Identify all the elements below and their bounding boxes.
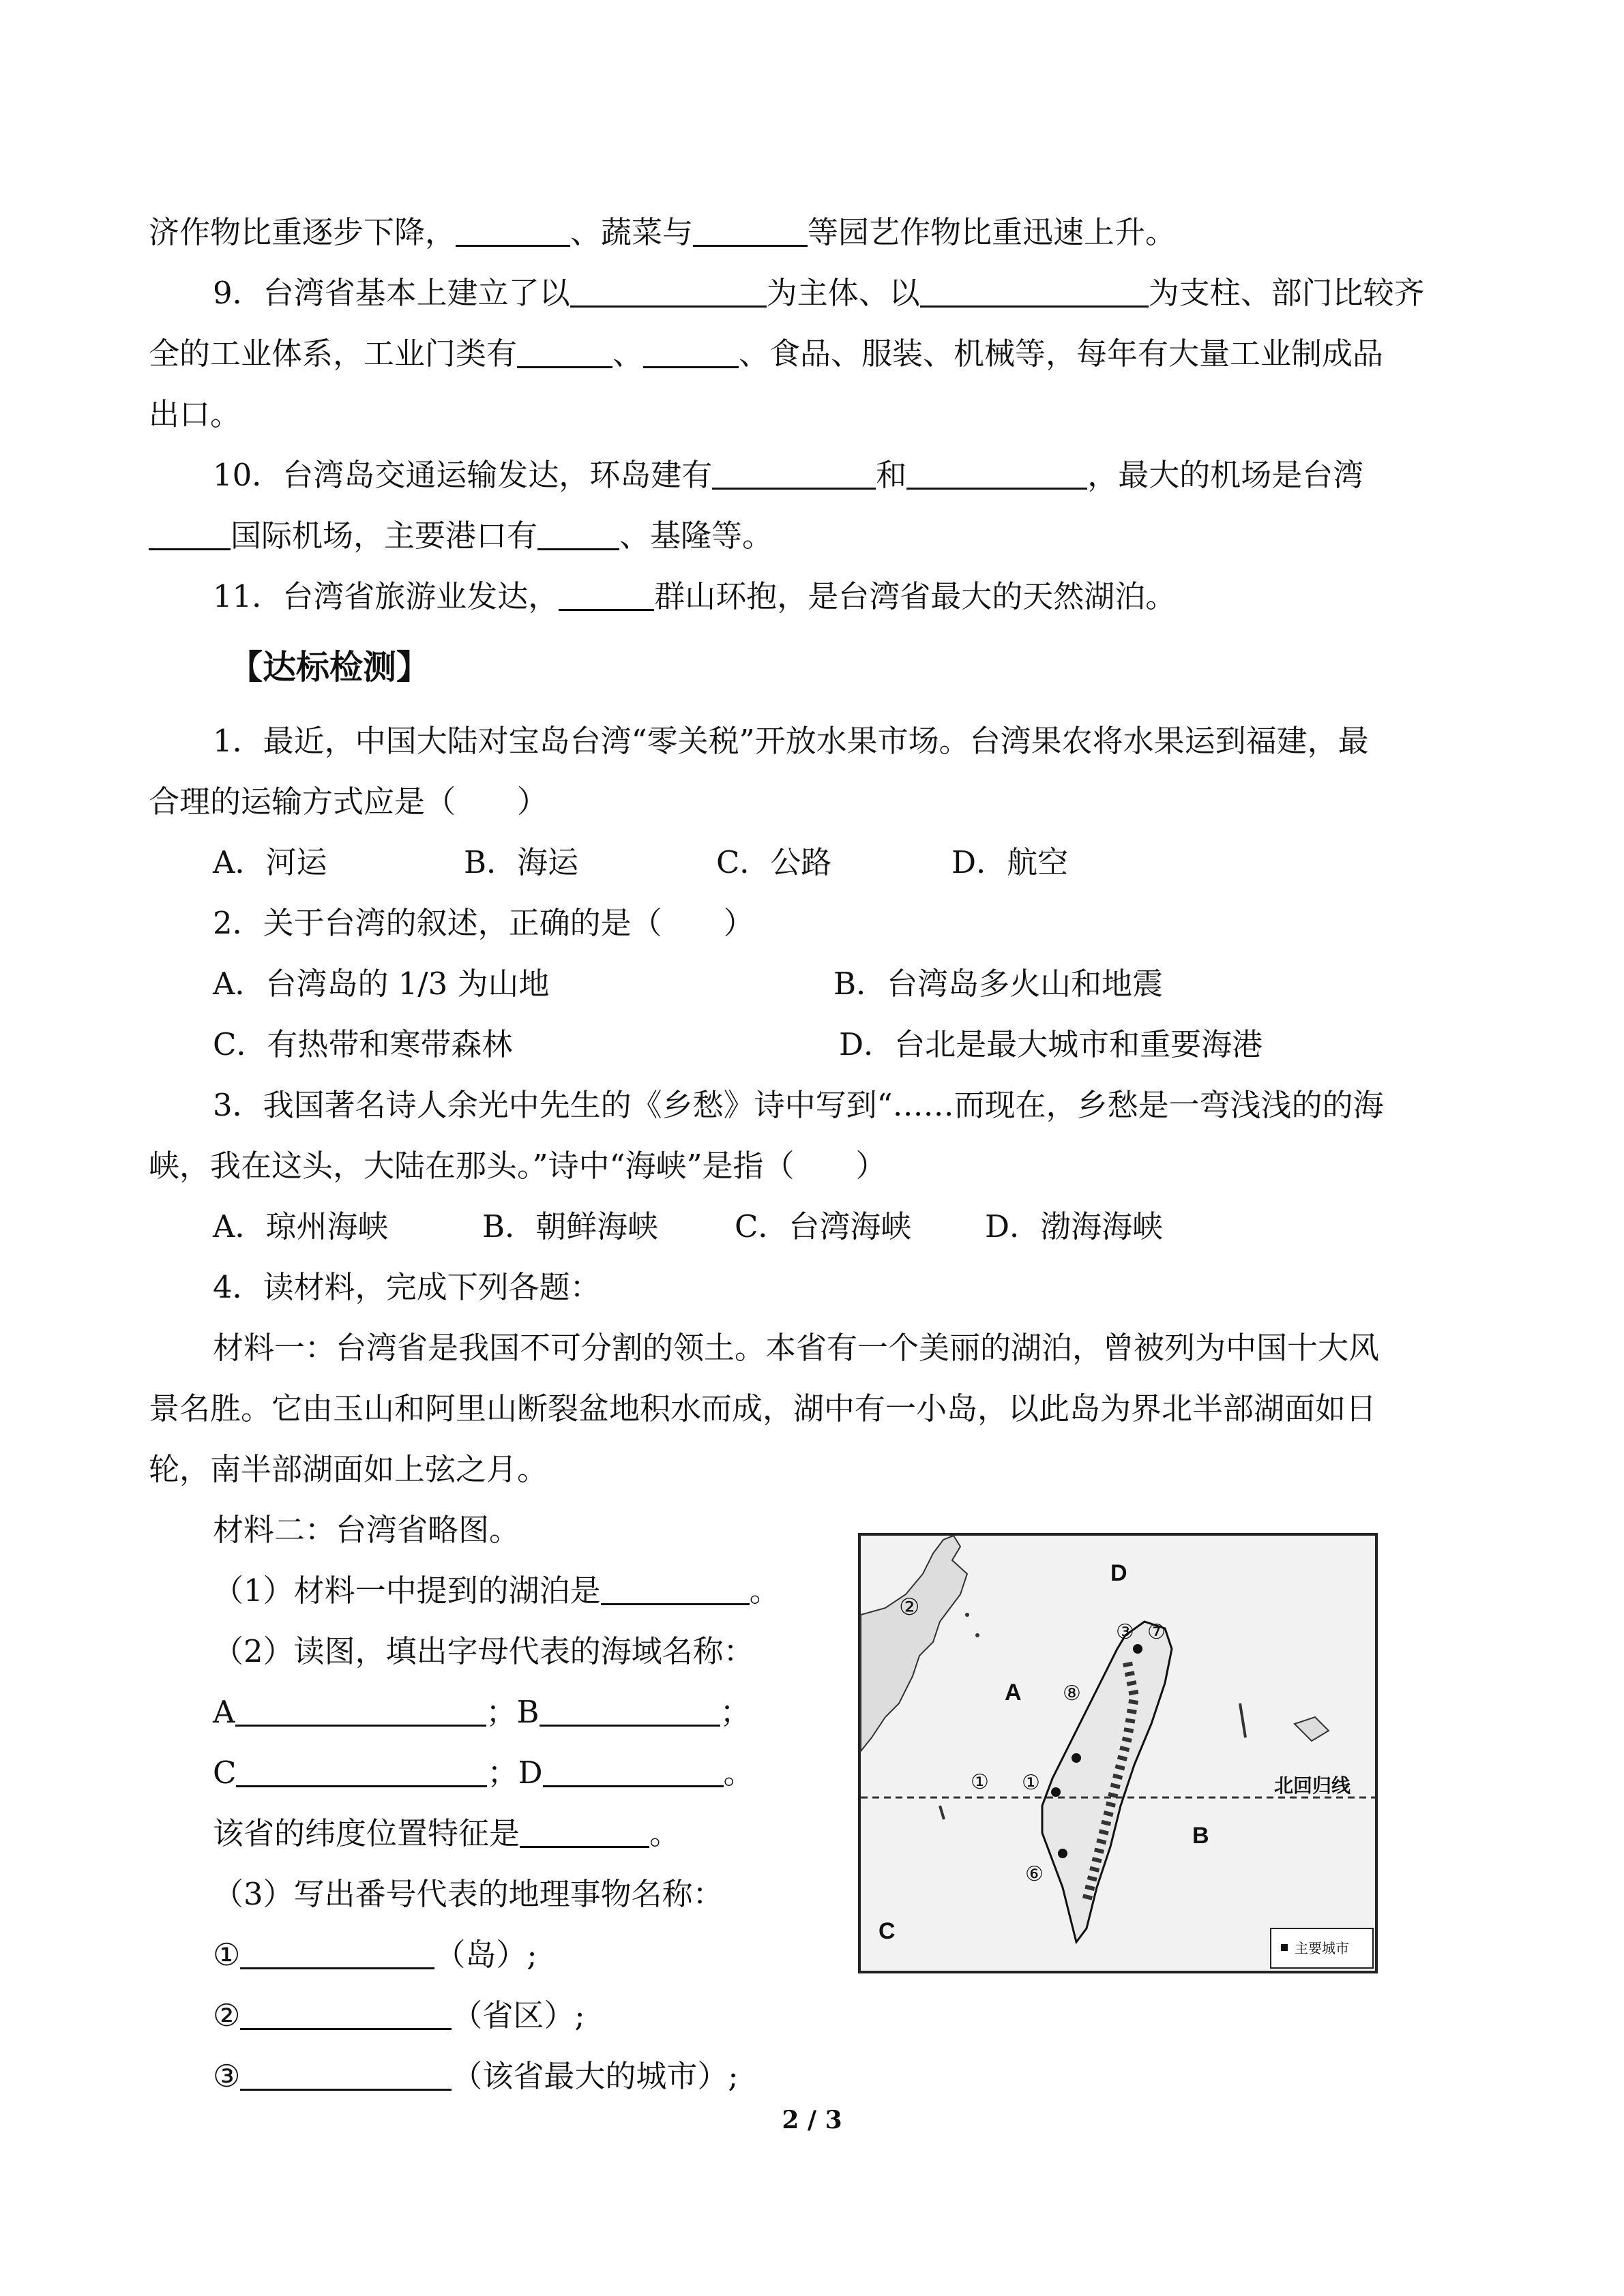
text: ，最大的机场是台湾 bbox=[1087, 457, 1364, 493]
option-c[interactable]: C．公路 bbox=[716, 844, 832, 880]
option-b[interactable]: B．台湾岛多火山和地震 bbox=[833, 966, 1164, 1002]
material-2 bbox=[213, 1512, 520, 1548]
text: 该省的纬度位置特征是 bbox=[213, 1815, 520, 1851]
answer-blank[interactable] bbox=[240, 2063, 452, 2091]
answer-blank[interactable] bbox=[537, 522, 619, 550]
answer-blank[interactable] bbox=[559, 583, 654, 611]
option-a[interactable]: A．台湾岛的 1/3 为山地 bbox=[213, 966, 550, 1002]
answer-blank[interactable] bbox=[240, 2002, 452, 2030]
page-number: 2 / 3 bbox=[782, 2106, 842, 2134]
answer-blank[interactable] bbox=[540, 1699, 720, 1727]
text: 、蔬菜与 bbox=[570, 214, 694, 250]
sub-question-2-cd bbox=[213, 1755, 754, 1791]
answer-blank[interactable] bbox=[456, 219, 570, 247]
text: 4．读材料，完成下列各题： bbox=[213, 1269, 601, 1305]
question-3-line-1 bbox=[213, 1087, 1384, 1123]
answer-blank[interactable] bbox=[693, 219, 808, 247]
marker-1-city: ① bbox=[1022, 1772, 1040, 1794]
sea-label-b: B bbox=[1192, 1823, 1209, 1849]
answer-blank[interactable] bbox=[712, 462, 876, 490]
sub-question-3 bbox=[213, 1876, 724, 1912]
material-1-line-1 bbox=[213, 1330, 1380, 1366]
text: 11．台湾省旅游业发达， bbox=[213, 578, 559, 614]
item-2 bbox=[213, 1997, 585, 2033]
text: 群山环抱，是台湾省最大的天然湖泊。 bbox=[654, 578, 1177, 614]
text: 全的工业体系，工业门类有 bbox=[149, 336, 518, 372]
question-2 bbox=[213, 905, 754, 941]
text: ； bbox=[720, 1694, 751, 1730]
text: 国际机场，主要港口有 bbox=[231, 518, 538, 554]
text: 1．最近，中国大陆对宝岛台湾“零关税”开放水果市场。台湾果农将水果运到福建，最 bbox=[213, 723, 1369, 759]
text: （省区）; bbox=[452, 1997, 585, 2033]
text: 。 bbox=[723, 1755, 754, 1791]
text: 。 bbox=[649, 1815, 681, 1851]
legend-label: 主要城市 bbox=[1295, 1941, 1349, 1956]
text: ；B bbox=[486, 1694, 540, 1730]
item-3 bbox=[213, 2058, 739, 2094]
sub-question-2-ab bbox=[213, 1694, 751, 1730]
text: 和 bbox=[876, 457, 907, 493]
item-1 bbox=[213, 1937, 537, 1973]
answer-blank[interactable] bbox=[570, 280, 767, 308]
text: 济作物比重逐步下降， bbox=[149, 214, 456, 250]
text: 轮，南半部湖面如上弦之月。 bbox=[149, 1451, 548, 1487]
city-dot bbox=[1133, 1644, 1142, 1654]
option-d[interactable]: D．台北是最大城市和重要海港 bbox=[839, 1026, 1263, 1062]
text: 3．我国著名诗人余光中先生的《乡愁》诗中写到“……而现在，乡愁是一弯浅浅的的海 bbox=[213, 1087, 1384, 1123]
sub-question-2 bbox=[213, 1633, 754, 1669]
small-island bbox=[965, 1613, 969, 1617]
answer-blank[interactable] bbox=[643, 340, 739, 368]
answer-blank[interactable] bbox=[149, 522, 231, 550]
answer-blank[interactable] bbox=[240, 1941, 434, 1969]
city-dot bbox=[1072, 1753, 1081, 1763]
marker-2: ② bbox=[899, 1594, 920, 1620]
text: ③ bbox=[213, 2058, 241, 2094]
text: 、食品、服装、机械等，每年有大量工业制成品 bbox=[739, 336, 1384, 372]
question-1-line-1 bbox=[213, 723, 1369, 759]
option-c[interactable]: C．台湾海峡 bbox=[735, 1208, 912, 1244]
taiwan-map bbox=[858, 1533, 1378, 1973]
text: 、基隆等。 bbox=[619, 518, 773, 554]
tropic-label: 北回归线 bbox=[1274, 1775, 1351, 1796]
text-line-1 bbox=[149, 214, 1177, 250]
question-9-line-2 bbox=[149, 336, 1384, 372]
text: 等园艺作物比重迅速上升。 bbox=[808, 214, 1177, 250]
marker-1: ① bbox=[971, 1771, 989, 1793]
material-1-line-2 bbox=[149, 1390, 1377, 1427]
text: ；D bbox=[487, 1755, 543, 1791]
answer-blank[interactable] bbox=[517, 340, 612, 368]
answer-blank[interactable] bbox=[920, 280, 1149, 308]
text: （1）材料一中提到的湖泊是 bbox=[213, 1572, 601, 1609]
marker-3: ③ bbox=[1116, 1621, 1134, 1643]
text: （该省最大的城市）; bbox=[452, 2058, 739, 2094]
answer-blank[interactable] bbox=[236, 1759, 487, 1787]
option-c[interactable]: C．有热带和寒带森林 bbox=[213, 1026, 513, 1062]
option-d[interactable]: D．航空 bbox=[951, 844, 1069, 880]
city-dot bbox=[1058, 1849, 1067, 1858]
option-b[interactable]: B．朝鲜海峡 bbox=[482, 1208, 659, 1244]
answer-blank[interactable] bbox=[906, 462, 1087, 490]
question-10-line-1 bbox=[213, 457, 1364, 493]
small-island bbox=[975, 1633, 979, 1637]
text: 为支柱、部门比较齐 bbox=[1148, 275, 1425, 311]
text: C bbox=[213, 1755, 237, 1791]
option-a[interactable]: A．河运 bbox=[213, 844, 327, 880]
city-dot bbox=[1051, 1787, 1061, 1797]
text: 9．台湾省基本上建立了以 bbox=[213, 275, 570, 311]
text: 峡，我在这头，大陆在那头。”诗中“海峡”是指（ ） bbox=[149, 1148, 887, 1184]
sea-label-a: A bbox=[1005, 1680, 1022, 1705]
text: ① bbox=[213, 1937, 241, 1973]
question-9-line-1 bbox=[213, 275, 1425, 311]
question-1-line-2 bbox=[149, 784, 548, 820]
text: 出口。 bbox=[149, 396, 241, 432]
text: 为主体、以 bbox=[766, 275, 920, 311]
sub-question-2-latitude bbox=[213, 1815, 681, 1851]
section-title: 【达标检测】 bbox=[229, 648, 430, 687]
material-1-line-3 bbox=[149, 1451, 548, 1487]
text: （3）写出番号代表的地理事物名称： bbox=[213, 1876, 724, 1912]
option-a[interactable]: A．琼州海峡 bbox=[213, 1208, 389, 1244]
text: 景名胜。它由玉山和阿里山断裂盆地积水而成，湖中有一小岛，以此岛为界北半部湖面如日 bbox=[149, 1390, 1377, 1427]
answer-blank[interactable] bbox=[543, 1759, 724, 1787]
text: ② bbox=[213, 1997, 241, 2033]
text: （岛）; bbox=[434, 1937, 537, 1973]
text: （2）读图，填出字母代表的海域名称： bbox=[213, 1633, 754, 1669]
text: 。 bbox=[749, 1572, 780, 1609]
text: 2．关于台湾的叙述，正确的是（ ） bbox=[213, 905, 754, 941]
marker-8: ⑧ bbox=[1063, 1682, 1081, 1705]
answer-blank[interactable] bbox=[520, 1820, 649, 1848]
marker-7: ⑦ bbox=[1147, 1621, 1166, 1643]
sea-label-d: D bbox=[1110, 1560, 1127, 1586]
question-3-line-2 bbox=[149, 1148, 887, 1184]
option-d[interactable]: D．渤海海峡 bbox=[985, 1208, 1164, 1244]
legend-city-symbol bbox=[1281, 1944, 1288, 1951]
question-9-line-3 bbox=[149, 396, 241, 432]
marker-6: ⑥ bbox=[1025, 1863, 1044, 1885]
option-b[interactable]: B．海运 bbox=[464, 844, 579, 880]
question-4 bbox=[213, 1269, 601, 1305]
question-11 bbox=[213, 578, 1177, 614]
text: 合理的运输方式应是（ ） bbox=[149, 784, 548, 820]
text: A bbox=[213, 1694, 235, 1730]
sub-question-1 bbox=[213, 1572, 780, 1609]
question-10-line-2 bbox=[149, 518, 773, 554]
answer-blank[interactable] bbox=[601, 1577, 750, 1605]
text: 材料一：台湾省是我国不可分割的领土。本省有一个美丽的湖泊，曾被列为中国十大风 bbox=[213, 1330, 1380, 1366]
text: 、 bbox=[612, 336, 644, 372]
text: 材料二：台湾省略图。 bbox=[213, 1512, 520, 1548]
text: 10．台湾岛交通运输发达，环岛建有 bbox=[213, 457, 713, 493]
answer-blank[interactable] bbox=[235, 1699, 486, 1727]
sea-label-c: C bbox=[879, 1918, 896, 1944]
